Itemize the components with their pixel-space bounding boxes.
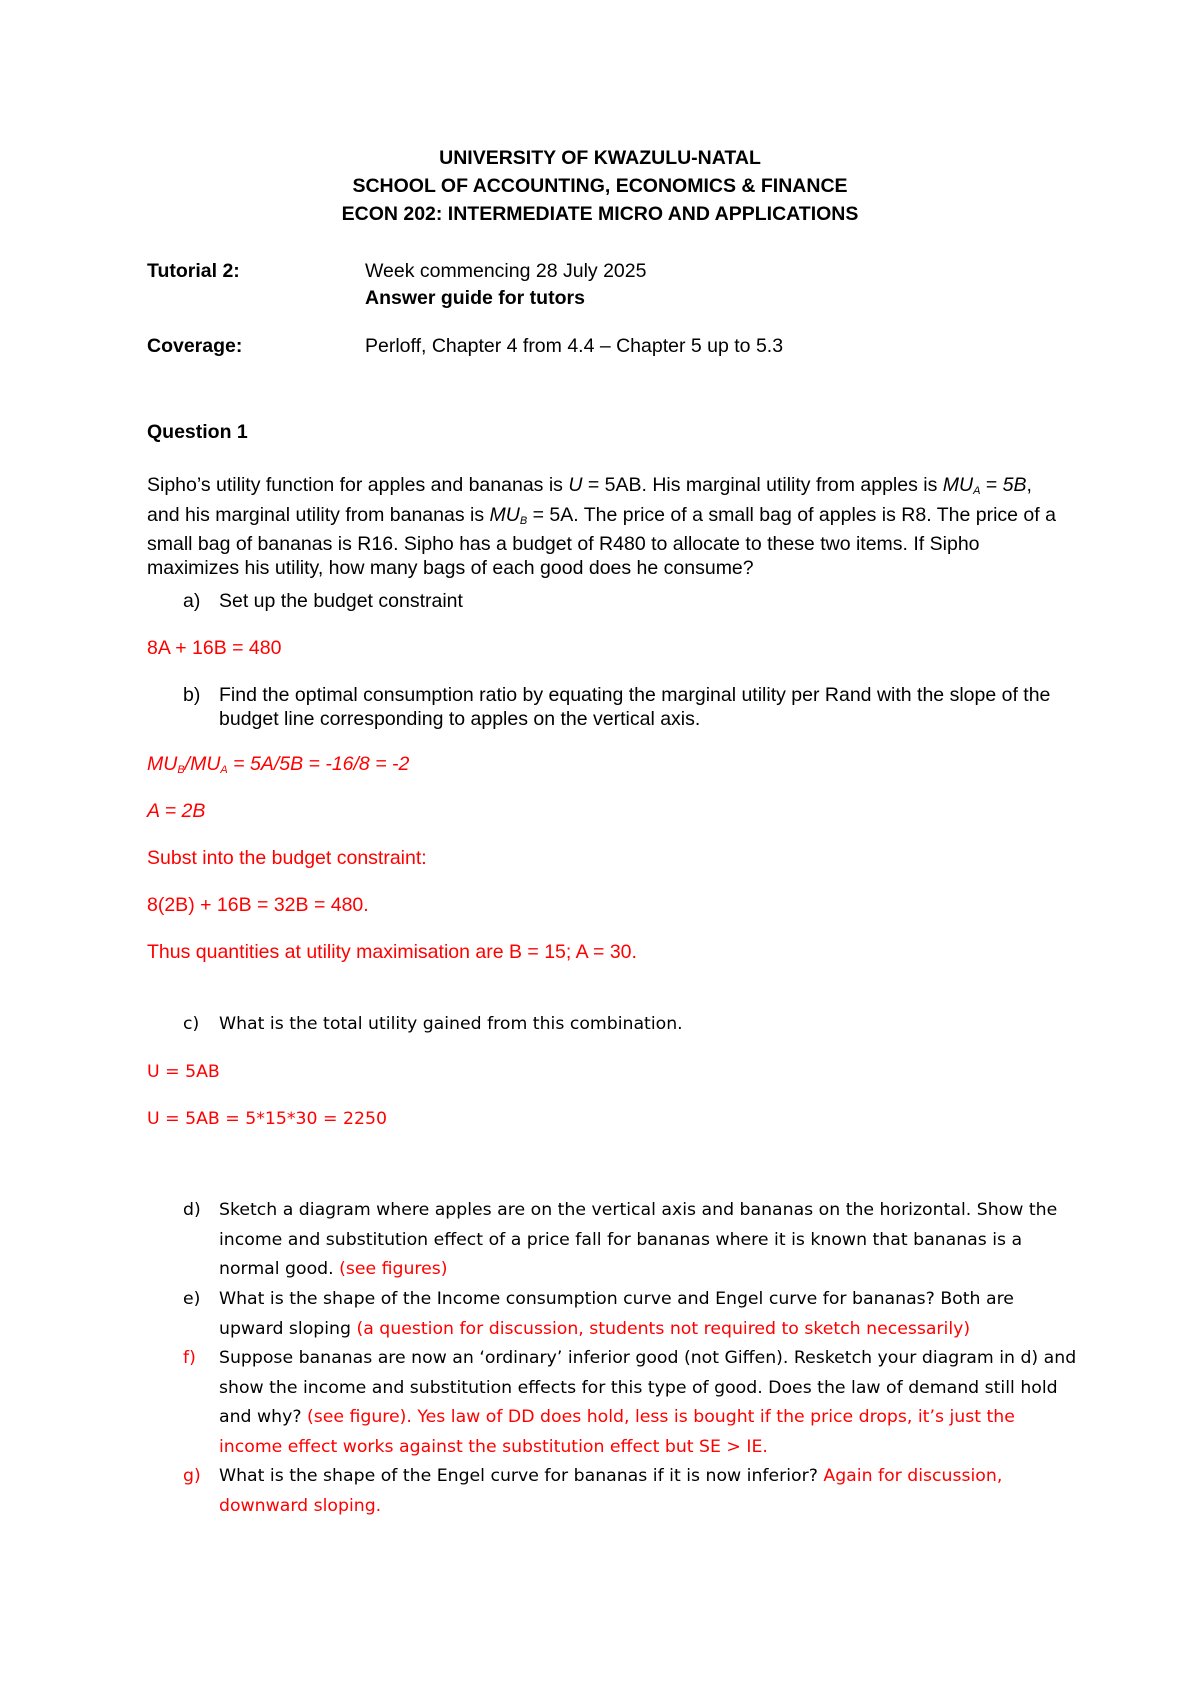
question-1a-label: a) — [183, 590, 201, 612]
answer-1b-ratio: $MU_B/MU_A = 5A/5B = -16/8 = -2$ — [147, 753, 410, 776]
question-1f-text: Suppose bananas are now an ‘ordinary’ inferior good (not Giffen). Resketch your diagram in d) and show the income and substitution effects for this type of good. Does the law of demand still hold and why? (see figure). Yes law of DD does hold, less is bought if the price drops, it’s just the income effect works against the substitution effect but SE > IE. — [219, 1348, 1077, 1457]
coverage-label: Coverage: — [147, 335, 243, 357]
question-1d-label: d) — [183, 1200, 201, 1220]
answer-1b-a: A = 2B — [147, 800, 206, 822]
question-1d-text: Sketch a diagram where apples are on the vertical axis and bananas on the horizontal. Show the income and substitution effect of a price fall for bananas where it is known that bananas is a normal good. (see figures) — [219, 1200, 1058, 1279]
question-1g-text: What is the shape of the Engel curve for bananas if it is now inferior? Again for discussion, downward sloping. — [219, 1466, 1003, 1516]
school-title: SCHOOL OF ACCOUNTING, ECONOMICS & FINANCE — [352, 175, 848, 197]
course-title: ECON 202: INTERMEDIATE MICRO AND APPLICATIONS — [341, 203, 859, 225]
answer-1e: (a question for discussion, students not required to sketch necessarily) — [356, 1318, 971, 1339]
question-1-title: Question 1 — [147, 421, 248, 443]
question-1g-label: g) — [183, 1466, 201, 1486]
answer-1b-calc: 8(2B) + 16B = 32B = 480. — [147, 894, 369, 916]
answer-1d: (see figures) — [339, 1259, 448, 1279]
question-1f-label: f) — [183, 1348, 196, 1368]
answer-1c-formula: U = 5AB — [147, 1062, 220, 1082]
answer-1c-result: U = 5AB = 5*15*30 = 2250 — [147, 1109, 387, 1129]
question-1b-text: Find the optimal consumption ratio by equating the marginal utility per Rand with the slope of the budget line corresponding to apples on the vertical axis. — [219, 684, 1051, 730]
university-title: UNIVERSITY OF KWAZULU-NATAL — [439, 147, 761, 169]
tutorial-label: Tutorial 2: — [147, 260, 240, 282]
question-1-intro: Sipho’s utility function for apples and bananas is U = 5AB. His marginal utility from apples is $MU_A = 5B$, and his marginal utility from bananas is $MU_B = 5A$. The price of a small bag of apples is R8. The price of a small bag of bananas is R16. Sipho has a budget of R480 to allocate to these two items. If Sipho maximizes his utility, how many bags of each good does he consume? — [147, 474, 1056, 579]
question-1e-label: e) — [183, 1289, 201, 1309]
question-1b-label: b) — [183, 684, 201, 706]
question-1c-text: What is the total utility gained from this combination. — [219, 1014, 683, 1034]
answer-1b-result: Thus quantities at utility maximisation are B = 15; A = 30. — [147, 941, 637, 963]
answer-guide-label: Answer guide for tutors — [365, 287, 585, 309]
coverage-value: Perloff, Chapter 4 from 4.4 – Chapter 5 up to 5.3 — [365, 335, 784, 357]
tutorial-value: Week commencing 28 July 2025 — [365, 260, 647, 282]
question-1a-text: Set up the budget constraint — [219, 590, 463, 612]
answer-1g: Again for discussion, downward sloping. — [219, 1466, 1003, 1516]
question-1c-label: c) — [183, 1014, 200, 1034]
answer-1a: 8A + 16B = 480 — [147, 637, 282, 659]
answer-1f: (see figure). Yes law of DD does hold, less is bought if the price drops, it’s just the income effect works against the substitution effect but SE > IE. — [219, 1407, 1015, 1457]
question-1e-text: What is the shape of the Income consumption curve and Engel curve for bananas? Both are upward sloping (a question for discussion, students not required to sketch necessarily) — [219, 1289, 1014, 1339]
answer-1b-subst: Subst into the budget constraint: — [147, 847, 427, 869]
